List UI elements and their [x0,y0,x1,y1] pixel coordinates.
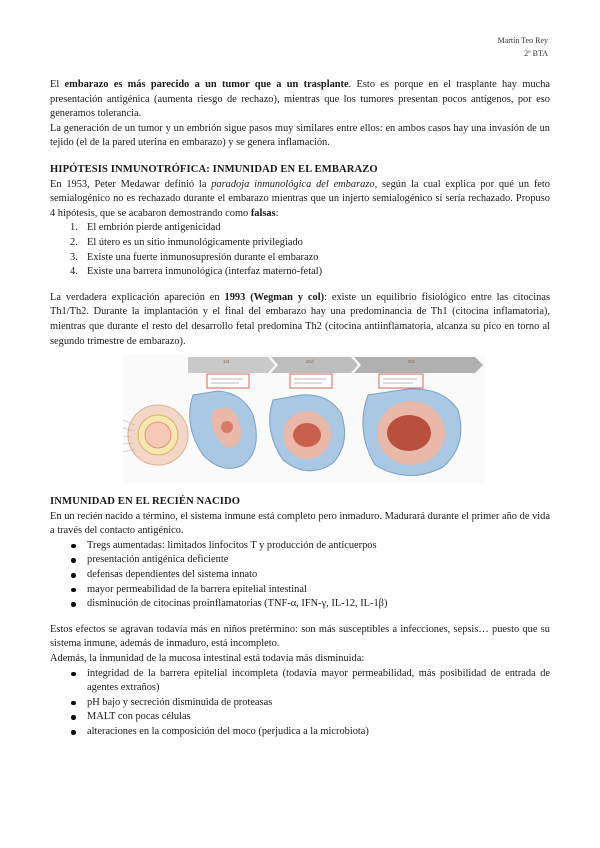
intro-text: El [50,79,65,90]
mucosa-bullets [50,667,550,740]
wegman-paragraph [50,291,550,349]
section-heading-immunotrophic: HIPÓTESIS INMUNOTRÓFICA: INMUNIDAD EN EL EMBARAZO [50,163,378,175]
list-item [50,725,550,740]
trimester-illustration [123,355,485,483]
list-item: 3. Existe una fuerte inmunosupresión durante el embarazo [70,251,319,263]
hypothesis-text: El embrión pierde antigenicidad [87,222,221,234]
page-header [498,34,548,60]
bullet-text: Tregs aumentadas: limitados linfocitos T y producción de anticuerpos [87,539,377,551]
medawar-colon: : [275,207,279,219]
list-item [50,667,550,696]
th1-box-1 [207,374,249,388]
wegman-text: La verdadera explicación apareción en [50,291,225,303]
th1-box-3 [379,374,423,388]
intro-paragraph-2: La generación de un tumor y un embrión sigue pasos muy similares entre ellos: en ambos casos hay una invasión de un tejido (el de la pared uterina en embarazo) y se genera inflamación. [50,122,550,149]
intro-paragraph-1 [50,78,550,122]
bullet-text: MALT con pocas células [87,711,191,723]
medawar-paragraph [50,178,550,222]
course-label: 2º BTA [524,49,548,58]
list-item: 2. El útero es un sitio inmunológicamente privilegiado [70,236,303,248]
paradox-italic: paradoja inmunológica del embarazo [211,178,375,190]
newborn-bullets [50,539,550,612]
list-item: 1. El embrión pierde antigenicidad [70,222,221,234]
document-body [50,78,550,740]
wegman-bold: 1993 (Wegman y col) [224,291,325,303]
embryo-first-trimester [221,421,233,433]
trimester-3-arrow [354,357,483,373]
preterm-paragraph: Estos efectos se agravan todavía más en niños pretérmino: son más susceptibles a infecciones, sepsis… puesto que su sistema inmune, además de inmaduro, está incompleto. [50,623,550,650]
hypotheses-list [50,221,550,279]
wegman-text-continued: : existe un equilibrio fisiológico entre las citocinas Th1/Th2. Durante la implantación y el final del embarazo hay una predominancia de Th1 (citocina inflamatoria), mientras que durante el resto del desarrollo fetal predomina Th2 (citocina antiinflamatoria, alcanza su pico en torno al segundo trimestre de embarazo). [50,291,550,347]
bullet-text: mayor permeabilidad de la barrera epitelial intestinal [87,583,307,595]
hypothesis-text: El útero es un sitio inmunológicamente privilegiado [87,236,303,248]
list-item [50,553,550,568]
list-item [50,710,550,725]
trimester-2-label: 2nd [306,359,314,365]
list-item [50,568,550,583]
list-item [50,597,550,612]
bullet-text: alteraciones en la composición del moco (perjudica a la microbiota) [87,726,369,737]
bullet-text: defensas dependientes del sistema innato [87,569,258,581]
fetus-second-trimester [293,423,321,447]
list-item [50,583,550,598]
falsas-bold: falsas [250,207,276,219]
medawar-text: En 1953, Peter Medawar definió la [50,178,212,190]
intro-bold-text: embarazo es más parecido a un tumor que a un trasplante [64,79,349,90]
section-heading-newborn: INMUNIDAD EN EL RECIÉN NACIDO [50,496,241,508]
newborn-paragraph: En un recién nacido a término, el sistema inmune está completo pero inmaduro. Madurará durante el primer año de vida a través del contacto antigénico. [50,510,550,537]
medawar-text-continued: , según la cual explica por qué un feto semialogénico no es rechazado durante el embarazo mientras que un injerto semialogénico sí sería rechazado. Propuso 4 hipótesis, que se acabaron demostrando como [50,178,550,219]
pregnancy-trimester-figure [123,355,485,483]
bullet-text: presentación antigénica deficiente [87,554,229,566]
list-item [50,696,550,711]
th2-box [290,374,332,388]
hypothesis-text: Existe una barrera inmunológica (interfaz materno-fetal) [87,266,323,278]
bullet-text: integridad de la barrera epitelial incompleta (todavía mayor permeabilidad, más posibilidad de entrada de agentes extraños) [87,667,550,694]
bullet-text: pH bajo y secreción disminuida de proteasas [87,696,273,708]
trimester-1-arrow [188,357,275,373]
trimester-3-label: 3rd [408,359,415,365]
mucosa-paragraph: Además, la inmunidad de la mucosa intestinal está todavía más disminuida: [50,653,365,665]
list-item [50,539,550,554]
list-item: 4. Existe una barrera inmunológica (interfaz materno-fetal) [70,266,323,278]
intro-text-continued: . Esto es porque en el trasplante hay mucha presentación antigénica (aumenta riesgo de rechazo), mientras que los tumores presentan pocos antígenos, por eso generamos tolerancia. [50,79,551,120]
hypothesis-text: Existe una fuerte inmunosupresión durante el embarazo [87,251,319,263]
bullet-text: disminución de citocinas proinflamatorias (TNF-α, IFN-γ, IL-12, IL-1β) [87,598,388,610]
author-name: Martín Teo Rey [497,36,548,45]
trimester-2-arrow [271,357,358,373]
fetus-third-trimester [387,415,431,451]
trimester-1-label: 1st [223,359,230,365]
